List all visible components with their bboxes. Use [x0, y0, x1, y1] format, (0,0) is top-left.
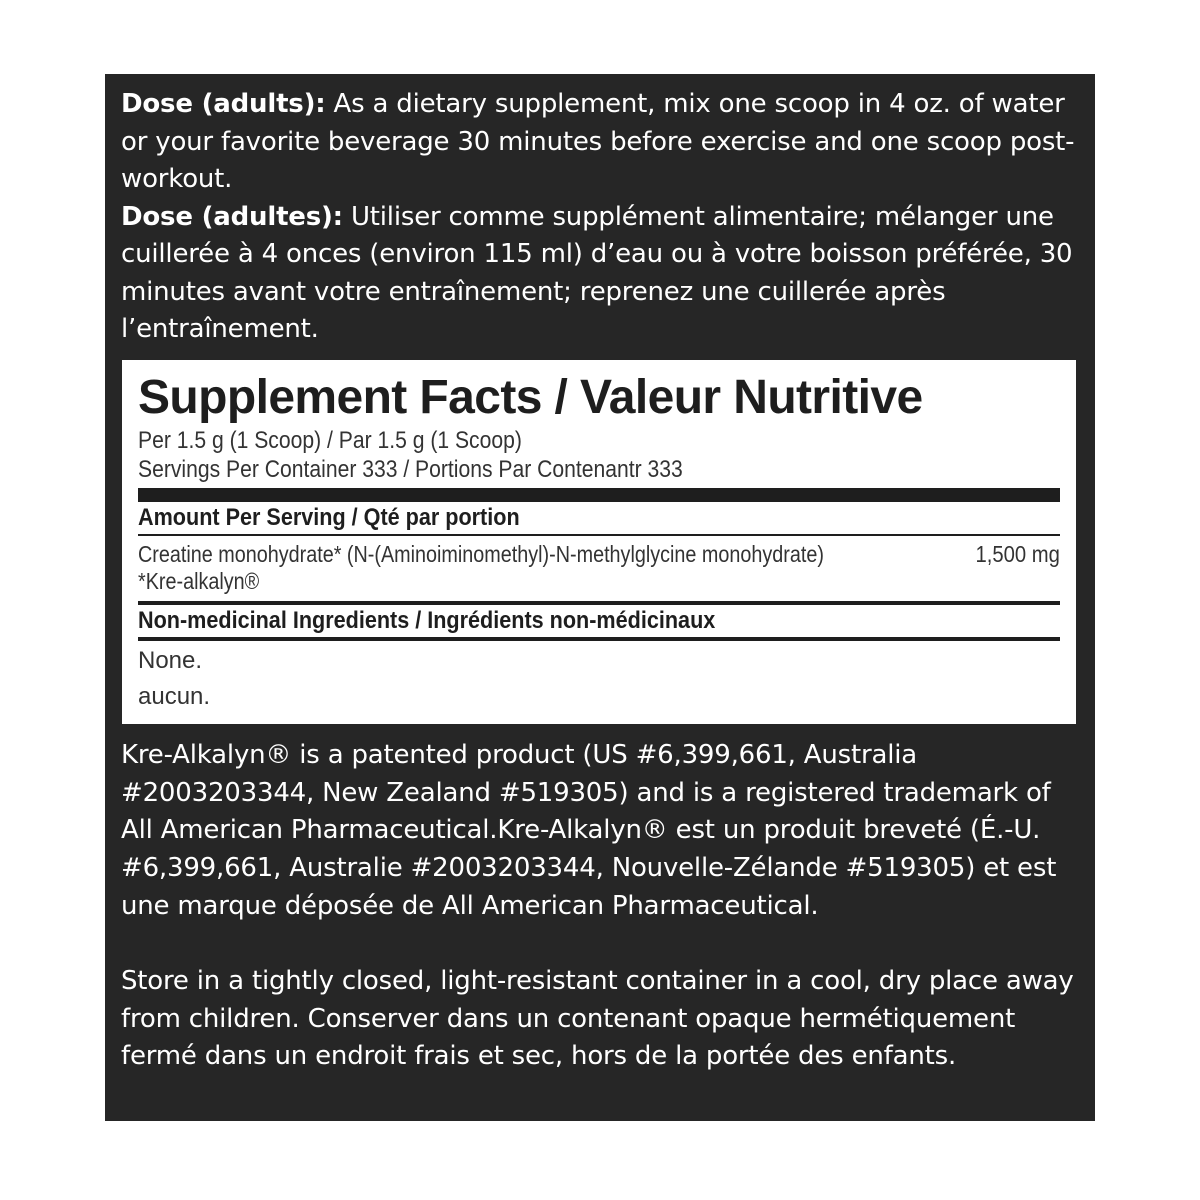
non-medicinal-header: Non-medicinal Ingredients / Ingrédients non-médicinaux	[138, 607, 716, 634]
ingredient-row	[138, 536, 1060, 568]
storage-instructions	[121, 963, 1087, 1076]
patent-text: Kre-Alkalyn® is a patented product (US #6,399,661, Australia #2003203344, New Zealand #519305) and is a registered trademark of All American Pharmaceutical.Kre-Alkalyn® est un produit breveté (É.-U. #6,399,661, Australie #2003203344, Nouvelle-Zélande #519305) et est une marque déposée de All American Pharmaceutical.	[121, 740, 1057, 921]
dose-english	[121, 86, 1087, 199]
facts-title: Supplement Facts / Valeur Nutritive	[138, 371, 923, 424]
non-medicinal-none-en: None.	[138, 647, 203, 674]
dose-english-label: Dose (adults):	[121, 89, 326, 119]
serving-size: Per 1.5 g (1 Scoop) / Par 1.5 g (1 Scoop)	[138, 427, 522, 454]
dose-french-text: Utiliser comme supplément alimentaire; mélanger une cuillerée à 4 onces (environ 115 ml) d’eau ou à votre boisson préférée, 30 minutes avant votre entraînement; reprenez une cuillerée après l’entraînement.	[121, 201, 1073, 344]
thick-divider	[138, 488, 1060, 502]
ingredient-amount: 1,500 mg	[975, 541, 1060, 567]
servings-per-container: Servings Per Container 333 / Portions Par Contenantr 333	[138, 456, 683, 483]
amount-per-serving-header: Amount Per Serving / Qté par portion	[138, 504, 520, 531]
dose-french-label: Dose (adultes):	[121, 201, 343, 232]
ingredient-footnote: *Kre-alkalyn®	[138, 568, 260, 594]
ingredient-name: Creatine monohydrate* (N-(Aminoiminomethyl)-N-methylglycine monohydrate)	[138, 541, 824, 567]
dose-instructions	[121, 86, 1087, 349]
dose-french	[121, 199, 1087, 349]
label-panel	[105, 74, 1095, 1121]
non-medicinal-none-fr: aucun.	[138, 683, 211, 710]
storage-text: Store in a tightly closed, light-resistant container in a cool, dry place away from children. Conserver dans un contenant opaque hermétiquement fermé dans un endroit frais et sec, hors de la portée des enfants.	[121, 966, 1074, 1072]
patent-notice	[121, 737, 1087, 926]
supplement-facts-panel	[119, 357, 1079, 727]
dose-english-text: As a dietary supplement, mix one scoop in 4 oz. of water or your favorite beverage 30 minutes before exercise and one scoop post-workout.	[121, 89, 1075, 194]
